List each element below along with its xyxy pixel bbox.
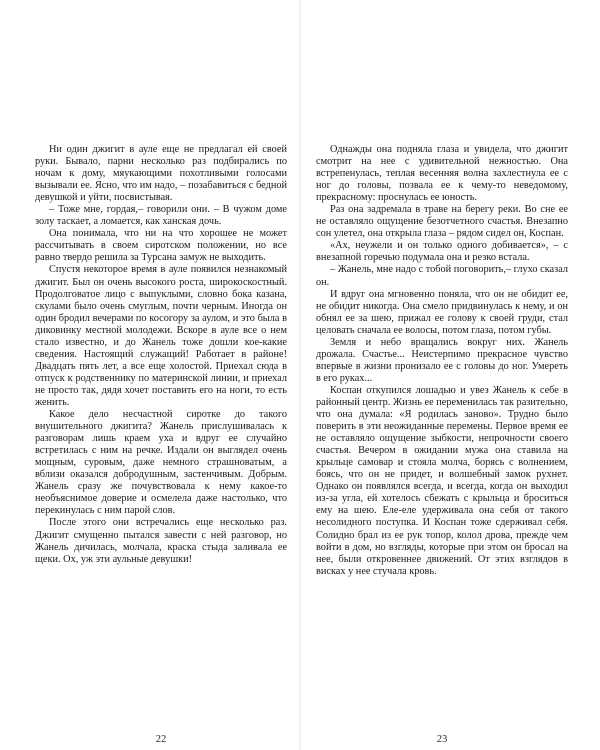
- paragraph: Она понимала, что ни на что хорошее не может рассчитывать в своем сиротском положении, но все равно твердо решила за Турсана замуж не выходить.: [35, 228, 287, 264]
- book-gutter: [298, 0, 302, 750]
- paragraph: Раз она задремала в траве на берегу реки. Во сне ее не оставляло ощущение безотчетного счастья. Внезапно сон улетел, она открыла глаза – рядом сидел он, Коспан.: [316, 204, 568, 240]
- paragraph: Ни один джигит в ауле еще не предлагал ей своей руки. Бывало, парни несколько раз подбирались по ночам к дому, мяукающими похотливыми голосами вызывали ее. Ясно, что им надо, – позабавиться с бедной девушкой и уйти, посвистывая.: [35, 144, 287, 204]
- page-number: 23: [436, 734, 448, 745]
- paragraph: Спустя некоторое время в ауле появился незнакомый джигит. Был он очень высокого роста, широкоскостный. Продолговатое лицо с выпуклыми, словно бока казана, скулами было очень смуглым, почти черным. Иногда он один бродил вечерами по косогору за аулом, и это была в диковинку местной молодежи. Вскоре в ауле все о нем стало известно, и до Жанель тоже дошли кое-какие сведения. Настоящий служащий! Работает в районе! Двадцать пять лет, а все еще холостой. Приехал сюда в отпуск к родственнику по материнской линии, и приехал не просто так, дядя хочет поставить его на ноги, то есть женить.: [35, 264, 287, 408]
- left-page: [35, 144, 287, 745]
- paragraph: Какое дело несчастной сиротке до такого внушительного джигита? Жанель прислушивалась к разговорам лишь краем уха и вдруг ее случайно встретилась с ним на речке. Издали он выглядел очень мощным, суровым, даже немного страшноватым, а вблизи оказался добродушным, застенчивым. Добрым. Жанель сразу же почувствовала к нему какое-то необъяснимое доверие и осмелела даже настолько, что перекинулась с ним парой слов.: [35, 409, 287, 517]
- left-page-text: [35, 144, 287, 566]
- paragraph: – Жанель, мне надо с тобой поговорить,– глухо сказал он.: [316, 264, 568, 288]
- paragraph: Коспан откупился лошадью и увез Жанель к себе в районный центр. Жизнь ее переменилась так разительно, что она думала: «Я родилась заново». Трудно было поверить в эти неожиданные перемены. Первое время ее не оставляло ощущение зыбкости, непрочности своего счастья. Вечером в ожидании мужа она ставила на крыльце самовар и стояла молча, борясь с волнением, боясь, что он не придет, и волшебный замок рухнет. Однако он появлялся всегда, и всегда, когда он выходил из-за угла, ей хотелось сбежать с крыльца и броситься ему на шею. Еле-еле удерживала она себя от такого несолидного поступка. И Коспан тоже сдерживал себя. Солидно брал из ее рук топор, колол дрова, прежде чем войти в дом, но взгляды, которые при этом он бросал на нее, были откровеннее движений. От этих взглядов в висках у нее стучала кровь.: [316, 384, 568, 577]
- paragraph: Однажды она подняла глаза и увидела, что джигит смотрит на нее с удивительной нежностью. Она встрепенулась, теплая весенняя волна захлестнула ее с ног до головы, позвала ее к чему-то неведомому, прекрасному: проснулась ее юность.: [316, 144, 568, 204]
- right-page: [316, 144, 568, 745]
- page-number: 22: [155, 734, 167, 745]
- paragraph: – Тоже мне, гордая,– говорили они. – В чужом доме золу таскает, а ломается, как ханская дочь.: [35, 204, 287, 228]
- paragraph: И вдруг она мгновенно поняла, что он не обидит ее, не обидит никогда. Она смело придвинулась к нему, и он обнял ее за шею, прижал ее голову к своей груди, стал целовать сначала ее волосы, потом глаза, потом губы.: [316, 288, 568, 336]
- right-page-text: [316, 144, 568, 578]
- paragraph: После этого они встречались еще несколько раз. Джигит смущенно пытался завести с ней разговор, но Жанель дичилась, молчала, краска стыда заливала ее щеки. Ох, уж эти аульные девушки!: [35, 517, 287, 565]
- paragraph: Земля и небо вращались вокруг них. Жанель дрожала. Счастье... Неистерпимо прекрасное чувство впервые в жизни пронизало ее с головы до ног. Умереть в его руках...: [316, 336, 568, 384]
- paragraph: «Ах, неужели и он только одного добивается», – с внезапной горечью подумала она и резко встала.: [316, 240, 568, 264]
